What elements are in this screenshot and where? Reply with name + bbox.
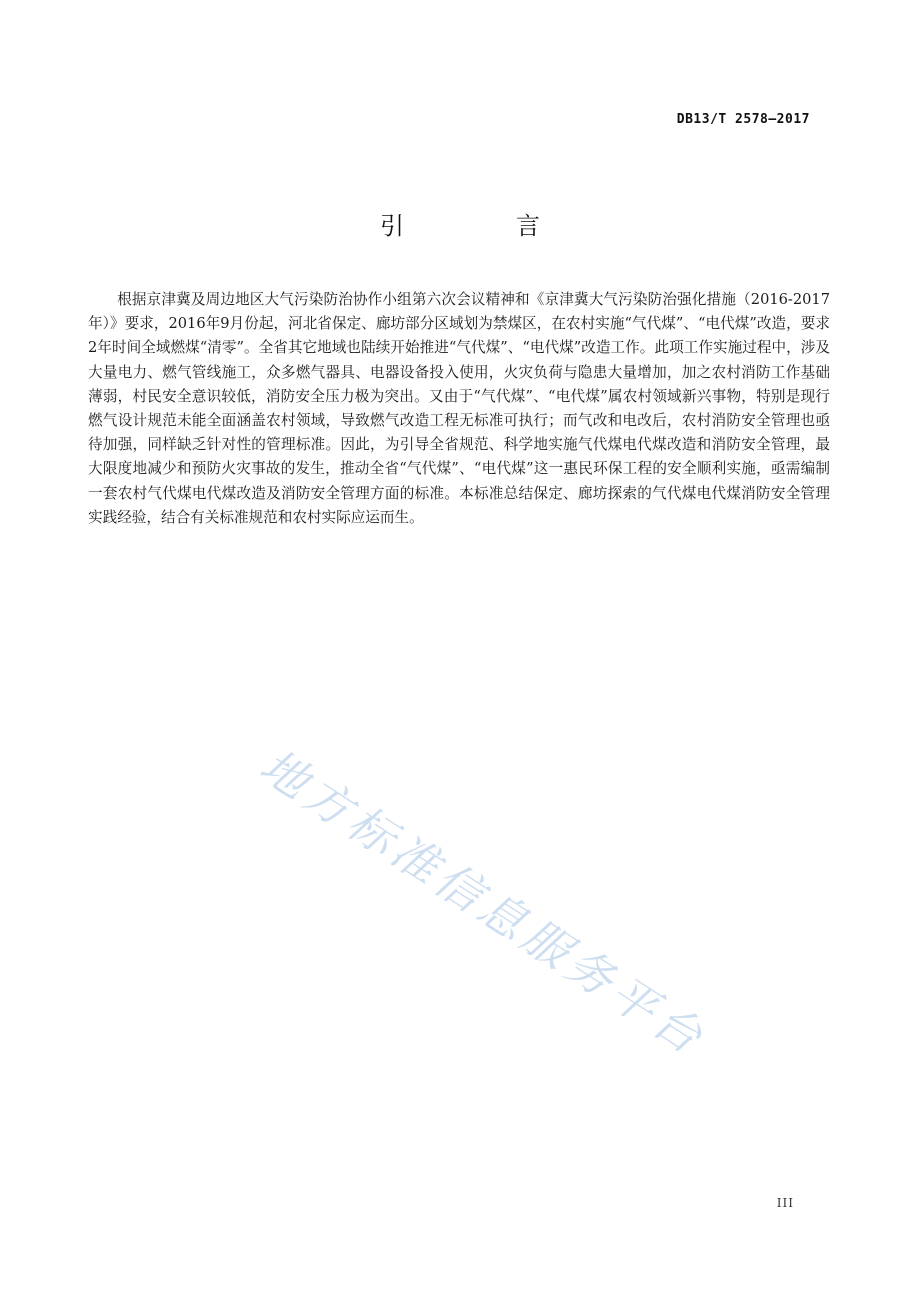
section-title: 引 言 [380, 212, 584, 240]
document-code: DB13/T 2578—2017 [676, 112, 810, 127]
page-number: III [776, 1196, 794, 1210]
watermark-text: 地方标准信息服务平台 [250, 738, 717, 1067]
introduction-paragraph: 根据京津冀及周边地区大气污染防治协作小组第六次会议精神和《京津冀大气污染防治强化措施（2016-2017年）》要求，2016年9月份起，河北省保定、廊坊部分区域划为禁煤区，在农村实施“气代煤”、“电代煤”改造，要求2年时间全域燃煤“清零”。全省其它地域也陆续开始推进“气代煤”、“电代煤”改造工作。此项工作实施过程中，涉及大量电力、燃气管线施工，众多燃气器具、电器设备投入使用，火灾负荷与隐患大量增加，加之农村消防工作基础薄弱，村民安全意识较低，消防安全压力极为突出。又由于“气代煤”、“电代煤”属农村领域新兴事物，特别是现行燃气设计规范未能全面涵盖农村领域，导致燃气改造工程无标准可执行；而气改和电改后，农村消防安全管理也亟待加强，同样缺乏针对性的管理标准。因此，为引导全省规范、科学地实施气代煤电代煤改造和消防安全管理，最大限度地减少和预防火灾事故的发生，推动全省“气代煤”、“电代煤”这一惠民环保工程的安全顺利实施，亟需编制一套农村气代煤电代煤改造及消防安全管理方面的标准。本标准总结保定、廊坊探索的气代煤电代煤消防安全管理实践经验，结合有关标准规范和农村实际应运而生。 [88, 291, 830, 526]
